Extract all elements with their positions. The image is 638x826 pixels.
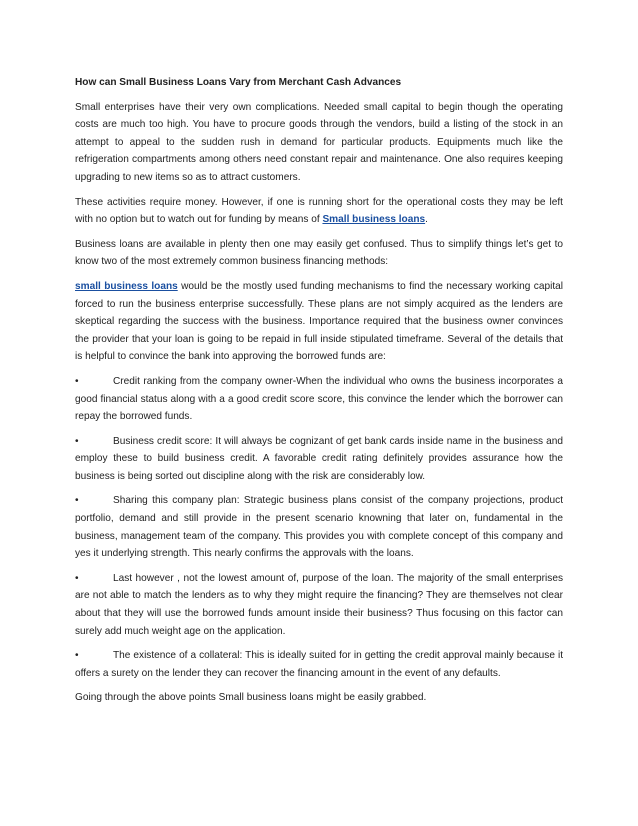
bullet-icon: • (75, 572, 79, 584)
list-item-text: Sharing this company plan: Strategic business plans consist of the company projections, product portfolio, demand and still provide in the present scenario knowning that later on, fundamental in the business, management team of the company. This provides you with complete concept of this company and yes it underlying strength. This nearly confirms the approvals with the loans. (75, 495, 563, 560)
list-item (75, 647, 563, 682)
list-item (75, 492, 563, 562)
list-item (75, 433, 563, 486)
bullet-icon: • (75, 495, 79, 507)
intro-paragraph: Small enterprises have their very own complications. Needed small capital to begin though the operating costs are much too high. You have to procure goods through the vendors, build a listing of the stock in an attempt to appeal to the sudden rush in demand for particular products. Equipments much like the refrigeration compartments among others need constant repair and maintenance. One also requires keeping upgrading to new items so as to attract customers. (75, 101, 563, 183)
financing-methods-paragraph: Business loans are available in plenty then one may easily get confused. Thus to simplify things let’s get to know two of the most extremely common business financing methods: (75, 238, 563, 268)
funding-paragraph-end: . (425, 214, 428, 226)
small-business-loans-link-2[interactable]: small business loans (75, 280, 178, 292)
bullet-icon: • (75, 435, 79, 447)
funding-paragraph-text: These activities require money. However, if one is running short for the operational costs they may be left with no option but to watch out for funding by means of (75, 196, 563, 226)
list-item-text: The existence of a collateral: This is ideally suited for in getting the credit approval mainly because it offers a surety on the lender they can recover the financing amount in the event of any defaults. (75, 650, 563, 679)
bullet-icon: • (75, 650, 79, 662)
funding-paragraph (75, 194, 563, 229)
list-item-text: Business credit score: It will always be cognizant of get bank cards inside name in the business and employ these to build business credit. A favorable credit rating definitely provides assurance how the business is being sorted out discipline along with the risk are considerably low. (75, 435, 563, 482)
list-item-text: Last however , not the lowest amount of, purpose of the loan. The majority of the small enterprises are not able to match the lenders as to why they might require the financing? They are themselves not clear about that they will use the borrowed funds amount inside their business? Thus focusing on this factor can surely add much weight age on the application. (75, 572, 563, 637)
bullet-icon: • (75, 375, 79, 387)
loans-paragraph (75, 278, 563, 366)
list-item-text: Credit ranking from the company owner-When the individual who owns the business incorporates a good financial status along with a a good credit score score, this convince the lender which the borrower can repay the borrowed funds. (75, 375, 563, 423)
closing-paragraph: Going through the above points Small business loans might be easily grabbed. (75, 692, 427, 704)
document-page (75, 74, 563, 714)
small-business-loans-link[interactable]: Small business loans (322, 214, 426, 226)
loans-paragraph-text: would be the mostly used funding mechanisms to find the necessary working capital forced to run the business enterprise successfully. These plans are not simply acquired as the lenders are skeptical regarding the success with the business. Importance required that the business owner convinces the provider that your loan is going to be repaid in full inside stipulated timeframe. Several of the details that is helpful to convince the bank into approving the borrowed funds are: (75, 280, 563, 363)
list-item (75, 570, 563, 640)
document-title: How can Small Business Loans Vary from Merchant Cash Advances (75, 77, 402, 88)
list-item (75, 373, 563, 426)
